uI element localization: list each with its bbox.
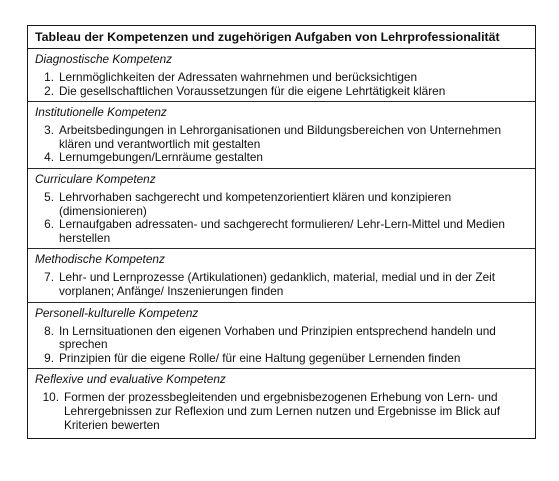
list-item [28, 218, 535, 245]
item-number: 9. [44, 350, 54, 365]
section-heading: Personell-kulturelle Kompetenz [35, 305, 199, 320]
item-number: 8. [44, 323, 54, 338]
item-number: 6. [44, 217, 54, 232]
section-institutional [28, 102, 535, 169]
list-item [28, 151, 535, 165]
item-text: Lernmöglichkeiten der Adressaten wahrnehmen und berücksichtigen [59, 70, 418, 84]
list-item [28, 191, 535, 218]
section-heading: Institutionelle Kompetenz [35, 105, 167, 120]
item-number: 1. [44, 70, 54, 84]
section-heading: Reflexive und evaluative Kompetenz [35, 372, 226, 387]
item-text: In Lernsituationen den eigenen Vorhaben und Prinzipien entsprechend handeln und sprechen [59, 323, 496, 352]
item-number: 10. [42, 390, 59, 405]
item-number: 2. [44, 83, 54, 98]
item-text: Lehr- und Lernprozesse (Artikulationen) gedanklich, material, medial und in der Zeit vorplanen; Anfänge/ Inszenierungen finden [59, 270, 496, 298]
section-personal-cultural [28, 303, 535, 370]
section-reflexive-evaluative [28, 369, 535, 438]
item-text: Prinzipien für die eigene Rolle/ für eine Haltung gegenüber Lernenden finden [59, 350, 461, 365]
list-item [28, 391, 535, 432]
item-number: 7. [44, 270, 54, 285]
item-number: 5. [44, 189, 54, 204]
item-number: 3. [44, 123, 54, 138]
item-number: 4. [44, 150, 54, 165]
item-text: Lehrvorhaben sachgerecht und kompetenzorientiert klären und konzipieren (dimensionieren) [59, 189, 452, 218]
section-curricular [28, 169, 535, 249]
list-item [28, 325, 535, 352]
competence-table [27, 25, 536, 439]
list-item [28, 85, 535, 99]
section-heading: Methodische Kompetenz [35, 252, 165, 267]
section-heading: Curriculare Kompetenz [35, 171, 156, 186]
table-title: Tableau der Kompetenzen und zugehörigen Aufgaben von Lehrprofessionalität [28, 26, 535, 49]
item-text: Arbeitsbedingungen in Lehrorganisationen und Bildungsbereichen von Unternehmen klären und verantwortlich mit gestalten [59, 123, 502, 151]
list-item [28, 124, 535, 151]
item-text: Lernaufgaben adressaten- und sachgerecht formulieren/ Lehr-Lern-Mittel und Medien herstellen [59, 217, 505, 245]
item-text: Die gesellschaftlichen Voraussetzungen für die eigene Lehrtätigkeit klären [59, 83, 446, 98]
list-item [28, 271, 535, 298]
section-heading: Diagnostische Kompetenz [35, 52, 173, 66]
list-item [28, 352, 535, 366]
item-text: Lernumgebungen/Lernräume gestalten [59, 150, 263, 165]
item-text: Formen der prozessbegleitenden und ergebnisbezogenen Erhebung von Lern- und Lehrergebnissen zur Reflexion und zum Lernen nutzen und Ergebnisse im Blick auf Kriterien bewerten [64, 390, 501, 432]
list-item [28, 71, 535, 85]
section-diagnostic [28, 49, 535, 102]
section-methodical [28, 249, 535, 302]
